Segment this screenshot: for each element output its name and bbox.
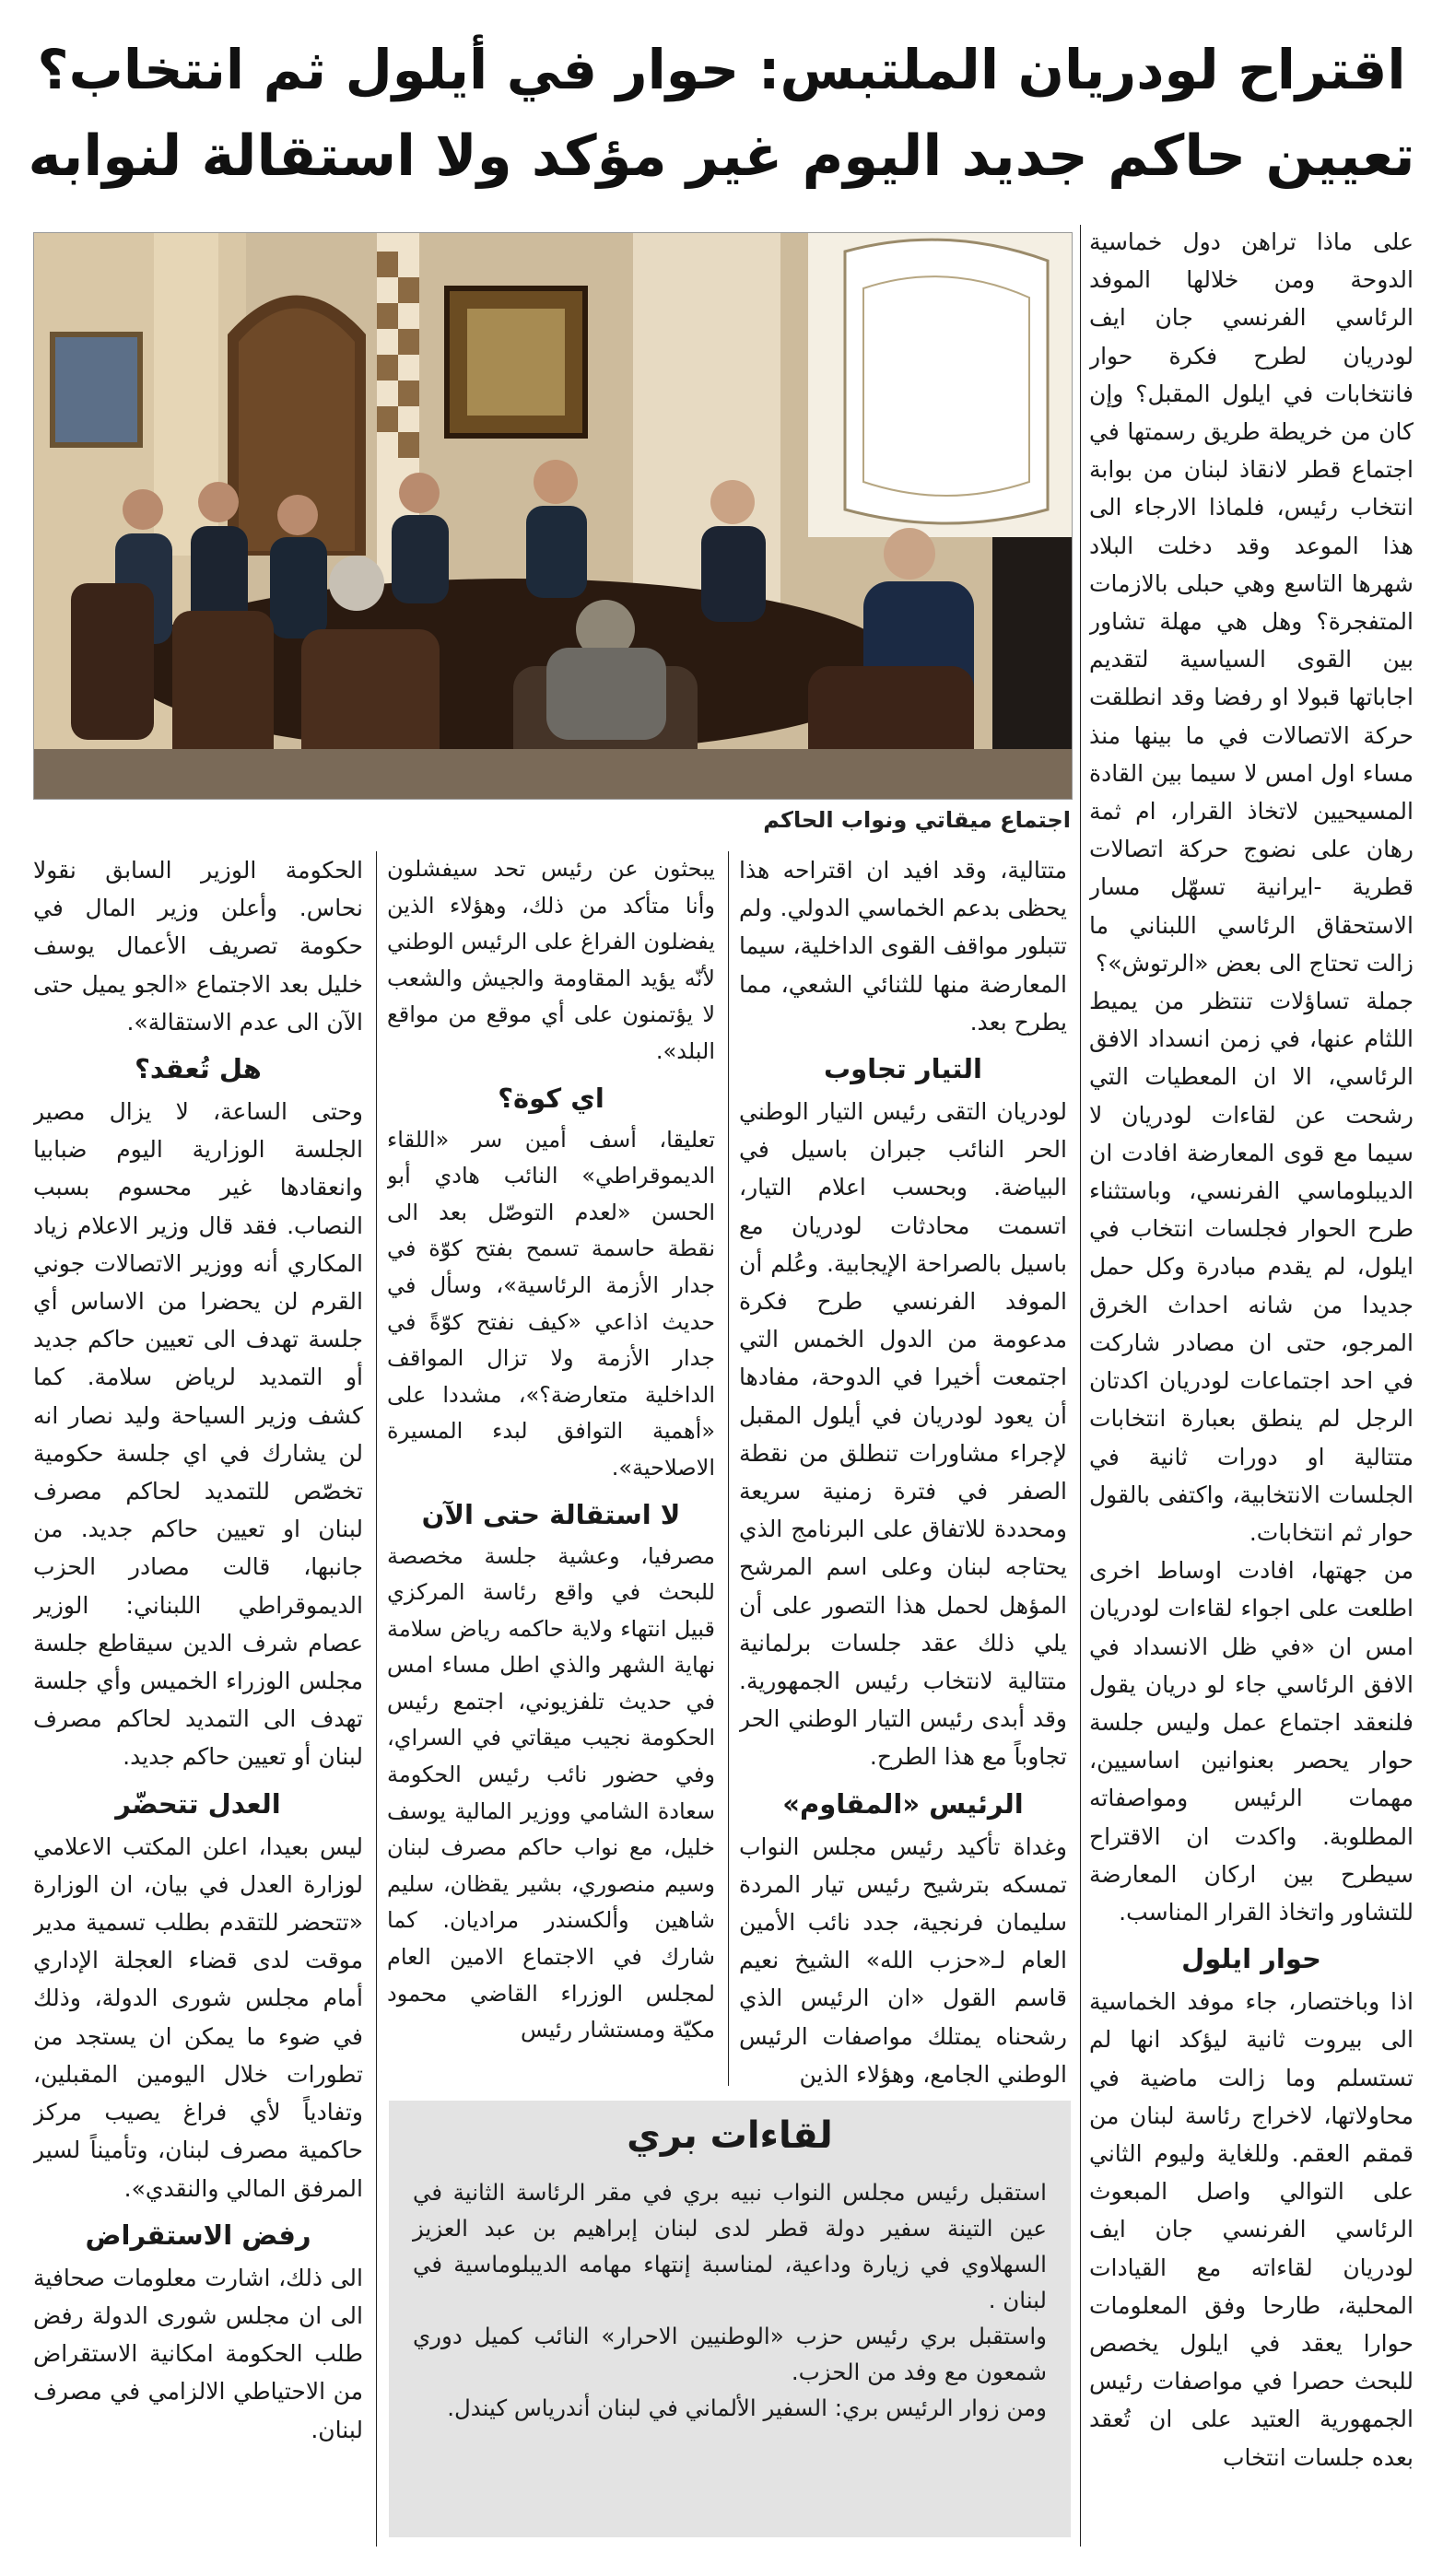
subheading: العدل تتحضّر bbox=[115, 1787, 281, 1820]
subheading: حوار ايلول bbox=[1181, 1943, 1321, 1975]
berri-meetings-box bbox=[389, 2101, 1071, 2537]
paragraph: وغداة تأكيد رئيس مجلس النواب تمسكه بترشيح رئيس تيار المردة سليمان فرنجية، جدد نائب الأمين العام لـ«حزب الله» الشيخ نعيم قاسم القول «ان الرئيس الذي رشحناه يمتلك مواصفات الرئيس الوطني الجامع، وهؤلاء الذين bbox=[739, 1832, 1067, 2088]
headline-line-1: اقتراح لودريان الملتبس: حوار في أيلول ثم انتخاب؟ bbox=[37, 38, 1406, 101]
subheading: لا استقالة حتى الآن bbox=[421, 1498, 681, 1530]
headline-line-2: تعيين حاكم جديد اليوم غير مؤكد ولا استقالة لنوابه bbox=[28, 123, 1415, 189]
paragraph: وحتى الساعة، لا يزال مصير الجلسة الوزارية اليوم ضبابيا وانعقادها غير محسوم بسبب النصاب. فقد قال وزير الاعلام زياد المكاري أنه ووزير الاتصالات جوني القرم لن يحضرا من الاساس أي جلسة تهدف الى تعيين حاكم جديد أو التمديد لرياض سلامة. كما كشف وزير السياحة وليد نصار انه لن يشارك في اي جلسة حكومية تخصّص للتمديد لحاكم مصرف لبنان او تعيين حاكم جديد. من جانبها، قالت مصادر الحزب الديموقراطي اللبناني: الوزير عصام شرف الدين سيقاطع جلسة مجلس الوزراء الخميس وأي جلسة تهدف الى التمديد لحاكم مصرف لبنان أو تعيين حاكم جديد. bbox=[33, 1098, 363, 1771]
paragraph: من جهتها، افادت اوساط اخرى اطلعت على اجواء لقاءات لودريان امس ان «في ظل الانسداد في الافق الرئاسي جاء لو دريان يقول فلنعقد اجتماع عمل وليس جلسة حوار يحصر بعنوانين اساسيين، مهمات الرئيس ومواصفاته المطلوبة. واكدت ان الاقتراح سيطرح بين اركان المعارضة للتشاور واتخاذ القرار المناسب. bbox=[1089, 1557, 1414, 1926]
article-column-3 bbox=[739, 851, 1067, 2095]
box-title: لقاءات بري bbox=[627, 2114, 833, 2157]
column-rule bbox=[1080, 225, 1081, 2547]
paragraph: ليس بعيدا، اعلن المكتب الاعلامي لوزارة العدل في بيان، ان الوزارة «تتحضر للتقدم بطلب تسمية مدير موقت لدى قضاء العجلة الإداري أمام مجلس شورى الدولة، وذلك في ضوء ما يمكن ان يستجد من تطورات خلال اليومين المقبلين، وتفادياً لأي فراغ يصيب مركز حاكمية مصرف لبنان، وتأميناً لسير المرفق المالي والنقدي». bbox=[33, 1832, 363, 2202]
subheading: التيار تجاوب bbox=[823, 1053, 983, 1085]
paragraph: على ماذا تراهن دول خماسية الدوحة ومن خلالها الموفد الرئاسي الفرنسي جان ايف لودريان لطرح فكرة حوار فانتخابات في ايلول المقبل؟ وإن كان من خريطة طريق رسمتها في اجتماع قطر لانقاذ لبنان من بوابة انتخاب رئيس، فلماذا الارجاء الى هذا الموعد وقد دخلت البلاد شهرها التاسع وهي حبلى بالازمات المتفجرة؟ وهل هي مهلة تشاور بين القوى السياسية لتقديم اجاباتها قبولا او رفضا وقد انطلقت حركة الاتصالات في ما بينها منذ مساء اول امس لا سيما بين القادة المسيحيين لاتخاذ القرار، ام ثمة رهان على نضوج حركة اتصالات قطرية -ايرانية تسهّل مسار الاستحقاق الرئاسي اللبناني ما زالت تحتاج الى بعض «الرتوش»؟ bbox=[1089, 228, 1414, 977]
paragraph: واستقبل بري رئيس حزب «الوطنيين الاحرار» النائب كميل دوري شمعون مع وفد من الحزب. bbox=[413, 2323, 1047, 2385]
paragraph: لودريان التقى رئيس التيار الوطني الحر النائب جبران باسيل في البياضة. وبحسب اعلام التيار، اتسمت محادثات لودريان مع باسيل بالصراحة الإيجابية. وعُلم أن الموفد الفرنسي طرح فكرة مدعومة من الدول الخمس التي اجتمعت أخيرا في الدوحة، مفادها أن يعود لودريان في أيلول المقبل لإجراء مشاورات تنطلق من نقطة الصفر في فترة زمنية سريعة ومحددة للاتفاق على البرنامج الذي يحتاجه لبنان وعلى اسم المرشح المؤهل لحمل هذا التصور على أن يلي ذلك عقد جلسات برلمانية متتالية لانتخاب رئيس الجمهورية. وقد أبدى رئيس التيار الوطني الحر تجاوباً مع هذا الطرح. bbox=[739, 1098, 1067, 1771]
paragraph: ومن زوار الرئيس بري: السفير الألماني في لبنان أندرياس كيندل. bbox=[447, 2395, 1047, 2421]
paragraph: مصرفيا، وعشية جلسة مخصصة للبحث في واقع رئاسة المركزي قبيل انتهاء ولاية حاكمه رياض سلامة نهاية الشهر والذي اطل مساء امس في حديث تلفزيوني، اجتمع رئيس الحكومة نجيب ميقاتي في السراي، وفي حضور نائب رئيس الحكومة سعادة الشامي ووزير المالية يوسف خليل، مع نواب حاكم مصرف لبنان وسيم منصوري، بشير يقظان، سليم شاهين وألكسندر مراديان. كما شارك في الاجتماع الامين العام لمجلس الوزراء القاضي محمود مكيّة ومستشار رئيس bbox=[387, 1542, 715, 2043]
subheading: هل تُعقد؟ bbox=[135, 1053, 262, 1085]
paragraph: استقبل رئيس مجلس النواب نبيه بري في مقر الرئاسة الثانية في عين التينة سفير دولة قطر لدى لبنان إبراهيم بن عبد العزيز السهلاوي في زيارة وداعية، لمناسبة إنتهاء مهامه الديبلوماسية في لبنان . bbox=[413, 2179, 1047, 2313]
photo-caption: اجتماع ميقاتي ونواب الحاكم bbox=[763, 807, 1071, 833]
paragraph: تعليقا، أسف أمين سر «اللقاء الديموقراطي» النائب هادي أبو الحسن «لعدم التوصّل بعد الى نقطة حاسمة تسمح بفتح كوّة في جدار الأزمة الرئاسية»، وسأل في حديث اذاعي «كيف نفتح كوّةً في جدار الأزمة ولا تزال المواقف الداخلية متعارضة؟»، مشددا على «أهمية التوافق لبدء المسيرة الاصلاحية». bbox=[387, 1126, 715, 1481]
paragraph: الحكومة الوزير السابق نقولا نحاس. وأعلن وزير المال في حكومة تصريف الأعمال يوسف خليل بعد الاجتماع «الجو يميل حتى الآن الى عدم الاستقالة». bbox=[33, 857, 363, 1036]
paragraph: متتالية، وقد افيد ان اقتراحه هذا يحظى بدعم الخماسي الدولي. ولم تتبلور مواقف القوى الداخلية، سيما المعارضة منها للثنائي الشعي، مما يطرح بعد. bbox=[739, 857, 1067, 1036]
box-body bbox=[389, 2161, 1071, 2426]
column-rule bbox=[728, 851, 729, 2086]
subheading: رفض الاستقراض bbox=[85, 2219, 311, 2251]
subheading: اي كوة؟ bbox=[498, 1082, 604, 1114]
paragraph: الى ذلك، اشارت معلومات صحافية الى ان مجلس شورى الدولة رفض طلب الحكومة امكانية الاستقراض من الاحتياطي الالزامي في مصرف لبنان. bbox=[33, 2264, 363, 2443]
subheading: الرئيس «المقاوم» bbox=[782, 1787, 1024, 1820]
meeting-photo bbox=[33, 232, 1073, 800]
paragraph: يبحثون عن رئيس تحد سيفشلون وأنا متأكد من ذلك، وهؤلاء الذين يفضلون الفراغ على الرئيس الوطني لأنّه يؤيد المقاومة والجيش والشعب لا يؤتمنون على أي موقع من مواقع البلد». bbox=[387, 856, 715, 1064]
paragraph: جملة تساؤلات تنتظر من يميط اللثام عنها، في زمن انسداد الافق الرئاسي، الا ان المعطيات التي رشحت عن لقاءات لودريان لا سيما مع قوى المعارضة افادت ان الديبلوماسي الفرنسي، وباستثناء طرح الحوار فجلسات انتخاب في ايلول، لم يقدم مبادرة وكل حمل جديدا من شانه احداث الخرق المرجو، حتى ان مصادر شاركت في احد اجتماعات لودريان اكدتان الرجل لم ينطق بعبارة انتخابات متتالية او دورات ثانية في الجلسات الانتخابية، واكتفى بالقول حوار ثم انتخابات. bbox=[1089, 988, 1414, 1546]
article-column-2 bbox=[387, 851, 715, 2095]
article-column-right bbox=[1089, 223, 1414, 2554]
column-rule bbox=[376, 851, 377, 2547]
article-column-1 bbox=[33, 851, 363, 2552]
paragraph: اذا وباختصار، جاء موفد الخماسية الى بيروت ثانية ليؤكد انها لم تستسلم وما زالت ماضية في محاولاتها، لاخراج رئاسة لبنان من قمقم العقم. وللغاية وليوم الثاني على التوالي واصل المبعوث الرئاسي الفرنسي جان ايف لودريان لقاءاته مع القيادات المحلية، طارحا وفق المعلومات حوارا يعقد في ايلول يخصص للبحث حصرا في مواصفات رئيس الجمهورية العتيد على ان تُعقد بعده جلسات انتخاب bbox=[1089, 1988, 1414, 2471]
